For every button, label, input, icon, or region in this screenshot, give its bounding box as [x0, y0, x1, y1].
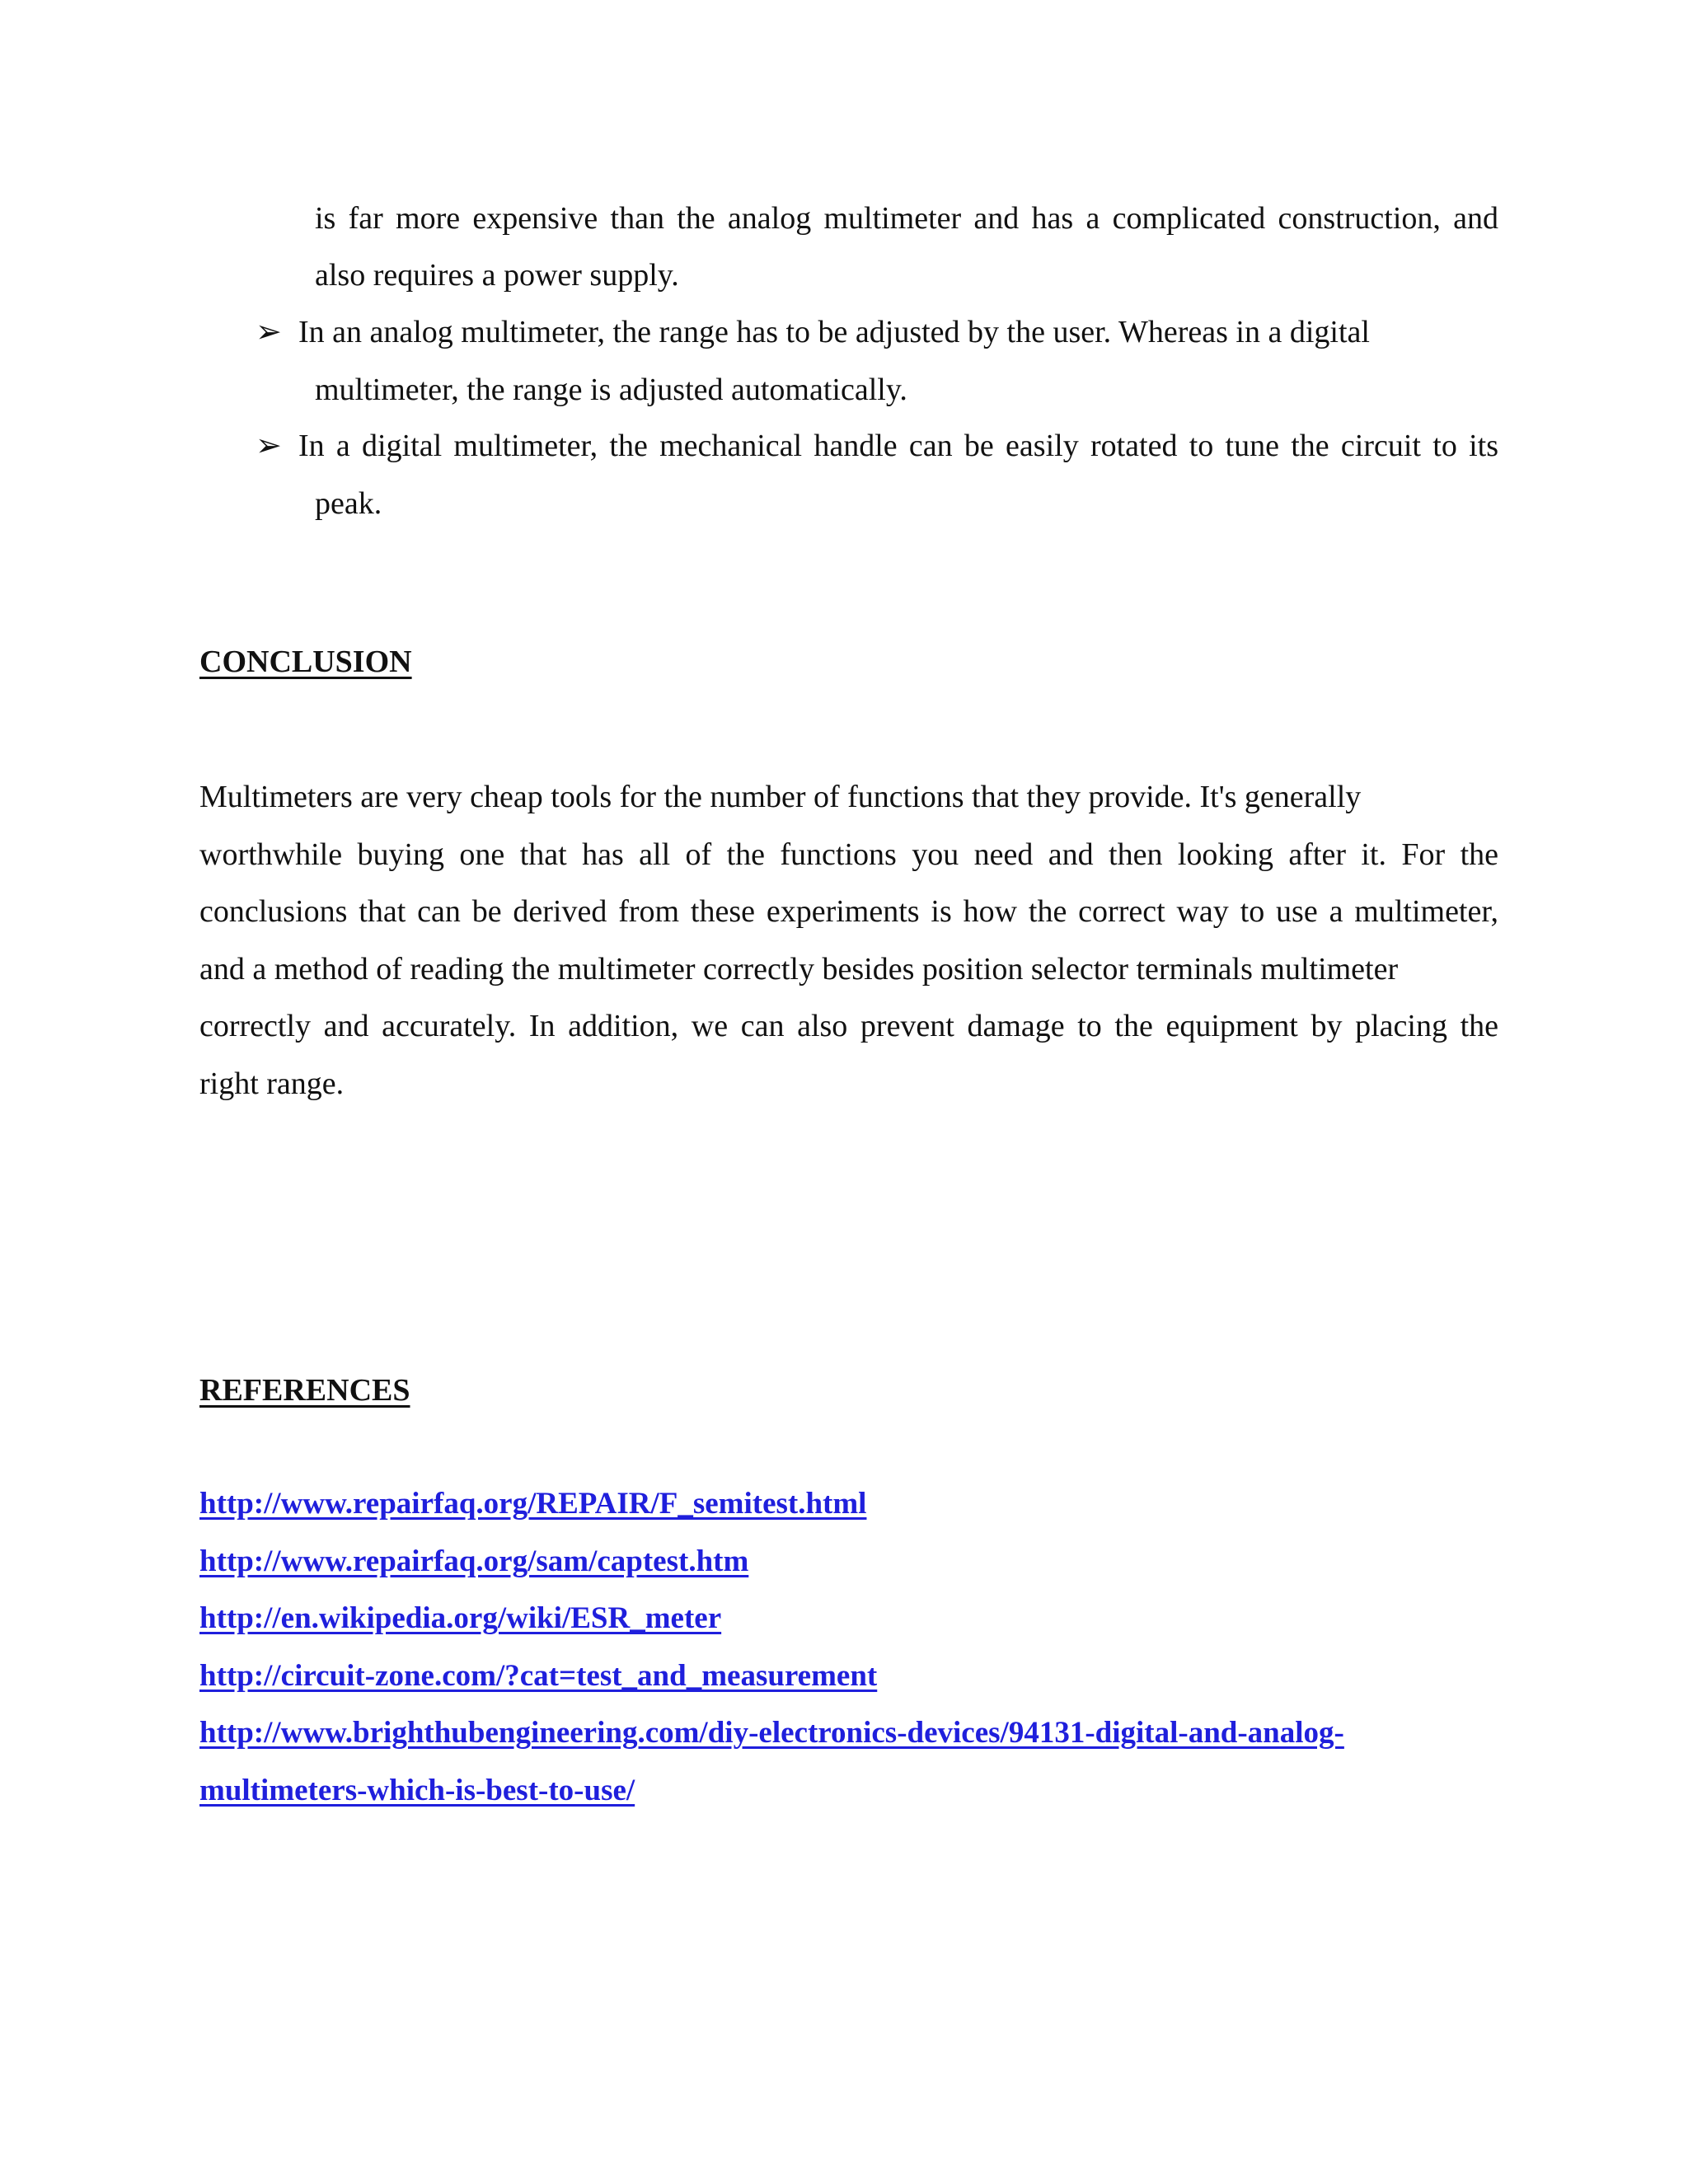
- bullet-line-2: peak.: [315, 486, 382, 521]
- reference-link-repairfaq-semitest[interactable]: http://www.repairfaq.org/REPAIR/F_semitest.html: [199, 1487, 867, 1521]
- paragraph-line: conclusions that can be derived from these experiments is how the correct way to use a multimeter,: [199, 894, 1498, 929]
- references-list: [199, 1475, 1498, 1819]
- bullet-line-1: In a digital multimeter, the mechanical handle can be easily rotated to tune the circuit to its: [298, 429, 1498, 463]
- paragraph-line: worthwhile buying one that has all of the functions you need and then looking after it. For the: [199, 837, 1498, 872]
- conclusion-heading: CONCLUSION: [199, 644, 412, 679]
- conclusion-paragraph: [199, 769, 1498, 1113]
- intro-line-1: is far more expensive than the analog multimeter and has a complicated construction, and: [315, 201, 1498, 236]
- paragraph-line: right range.: [199, 1066, 345, 1101]
- paragraph-line: correctly and accurately. In addition, we can also prevent damage to the equipment by placing the: [199, 1009, 1498, 1043]
- paragraph-line: Multimeters are very cheap tools for the number of functions that they provide. It's generally: [199, 780, 1362, 814]
- reference-link-repairfaq-captest[interactable]: http://www.repairfaq.org/sam/captest.htm: [199, 1544, 749, 1578]
- reference-link-brighthub-continued[interactable]: multimeters-which-is-best-to-use/: [199, 1773, 635, 1807]
- arrow-bullet-icon: ➢: [256, 429, 282, 463]
- intro-line-2: also requires a power supply.: [315, 258, 679, 293]
- bullet-line-1: In an analog multimeter, the range has to be adjusted by the user. Whereas in a digital: [298, 315, 1370, 349]
- arrow-bullet-icon: ➢: [256, 315, 282, 349]
- reference-link-brighthub[interactable]: http://www.brighthubengineering.com/diy-electronics-devices/94131-digital-and-analog-: [199, 1716, 1344, 1750]
- paragraph-line: and a method of reading the multimeter correctly besides position selector terminals multimeter: [199, 951, 1399, 987]
- bullet-line-2: multimeter, the range is adjusted automatically.: [315, 373, 907, 407]
- reference-link-wikipedia-esr-meter[interactable]: http://en.wikipedia.org/wiki/ESR_meter: [199, 1601, 722, 1635]
- references-heading: REFERENCES: [199, 1373, 410, 1408]
- reference-link-circuit-zone[interactable]: http://circuit-zone.com/?cat=test_and_measurement: [199, 1658, 878, 1693]
